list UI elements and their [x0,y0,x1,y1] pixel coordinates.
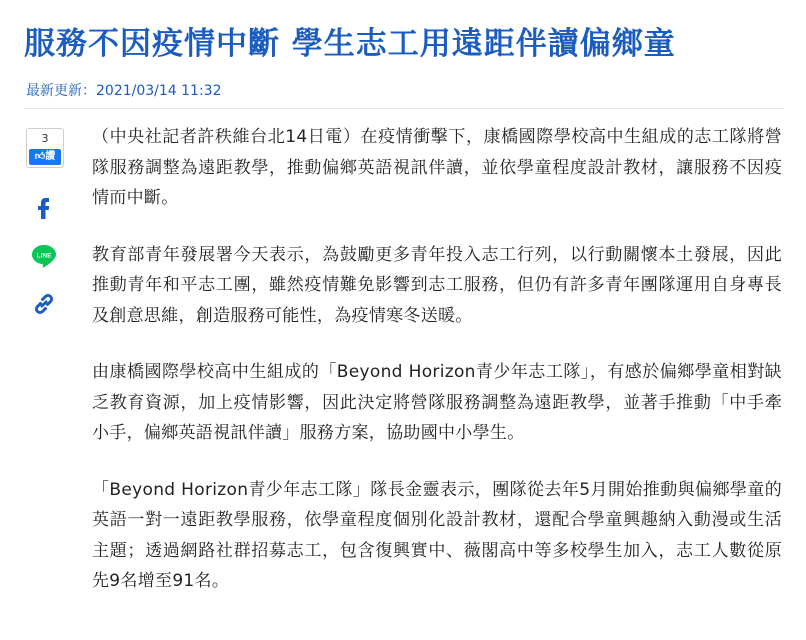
like-label: 👍︎讚 [29,149,61,165]
copy-link-icon[interactable] [30,290,58,318]
line-share-icon[interactable] [30,242,58,270]
article-paragraph: 由康橋國際學校高中生組成的「Beyond Horizon青少年志工隊」，有感於偏鄉學童相對缺乏教育資源，加上疫情影響，因此決定將營隊服務調整為遠距教學，並著手推動「中手牽小手，偏鄉英語視訊伴讀」服務方案，協助國中小學生。 [92,362,782,443]
facebook-like-button[interactable] [26,128,64,168]
article-paragraph: （中央社記者許秩維台北14日電）在疫情衝擊下，康橋國際學校高中生組成的志工隊將營隊服務調整為遠距教學，推動偏鄉英語視訊伴讀，並依學童程度設計教材，讓服務不因疫情而中斷。 [92,127,782,208]
line-label: LINE [36,252,52,260]
article-body [92,122,782,623]
article-paragraph: 教育部青年發展署今天表示，為鼓勵更多青年投入志工行列，以行動關懷本土發展，因此推動青年和平志工團，雖然疫情難免影響到志工服務，但仍有許多青年團隊運用自身專長及創意思維，創造服務可能性，為疫情寒冬送暖。 [92,244,782,326]
share-bar [26,128,70,318]
like-count: 3 [41,132,49,145]
facebook-share-icon[interactable] [30,194,58,222]
article-paragraph: 「Beyond Horizon青少年志工隊」隊長金靈表示，團隊從去年5月開始推動與偏鄉學童的英語一對一遠距教學服務，依學童程度個別化設計教材，還配合學童興趣納入動漫或生活主題；透過網路社群招募志工，包含復興實中、薇閣高中等多校學生加入，志工人數從原先9名增至91名。 [92,479,782,591]
updated-timestamp: 最新更新：2021/03/14 11:32 [26,83,222,99]
article-headline: 服務不因疫情中斷 學生志工用遠距伴讀偏鄉童 [24,26,676,62]
header-divider [24,108,784,109]
